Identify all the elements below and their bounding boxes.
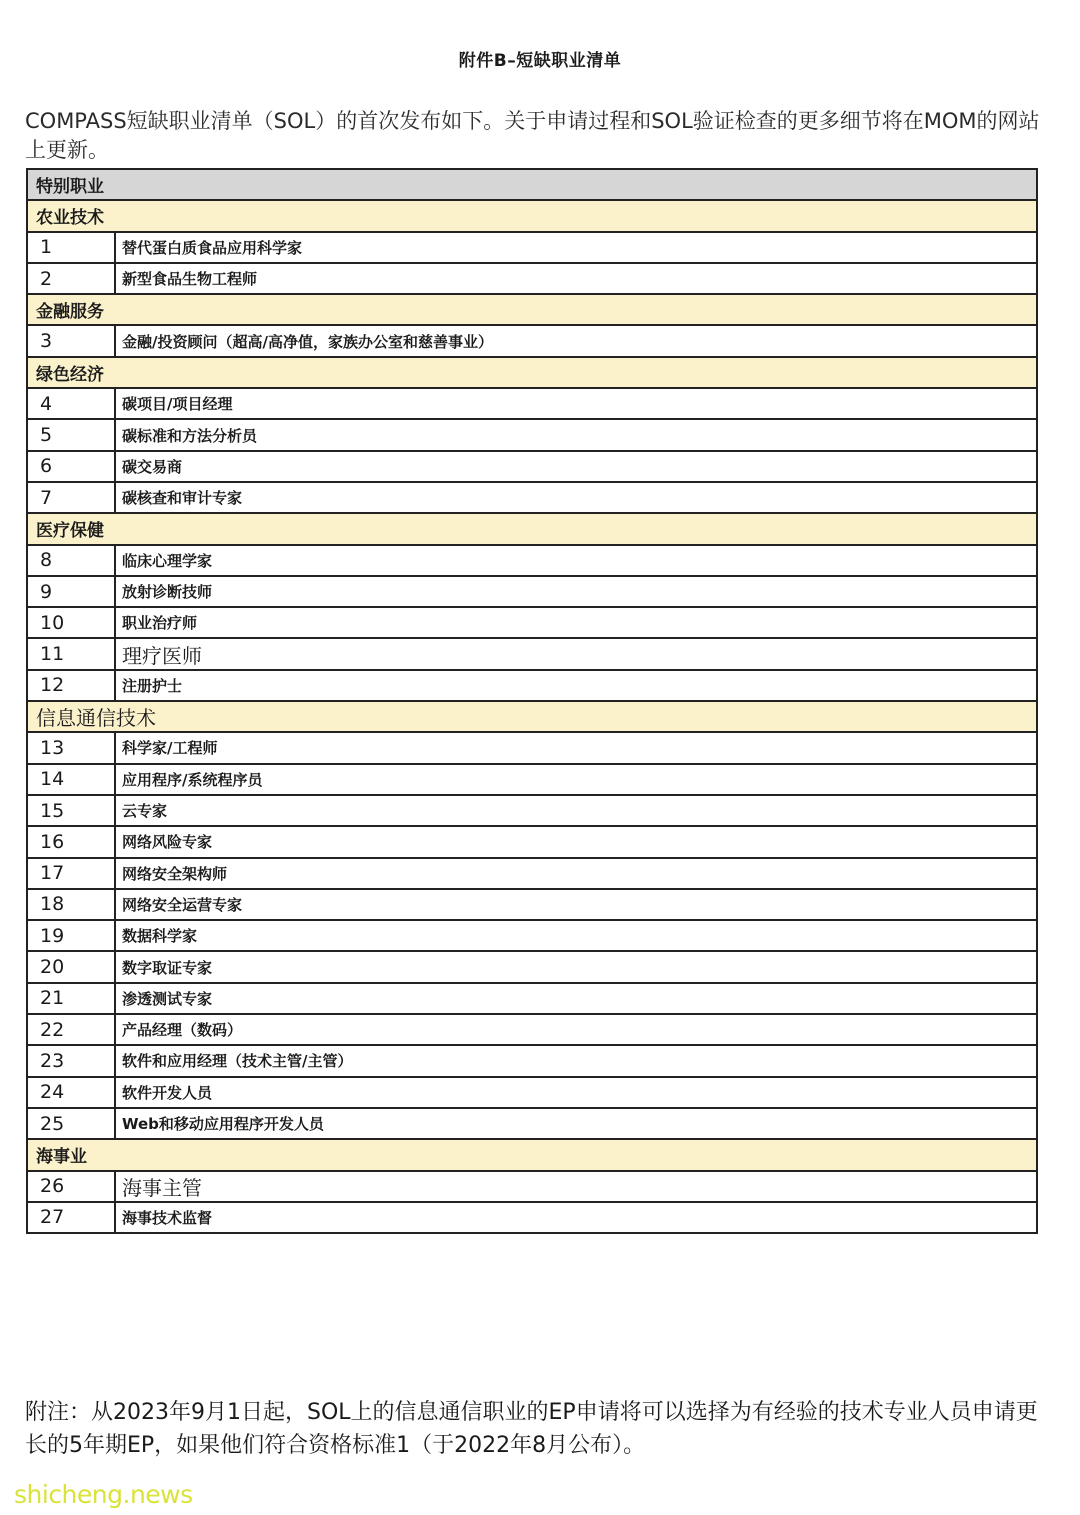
category-row bbox=[27, 1139, 1037, 1170]
occupation-number: 22 bbox=[27, 1014, 115, 1045]
occupation-number: 25 bbox=[27, 1108, 115, 1139]
occupation-name: Web和移动应用程序开发人员 bbox=[115, 1108, 1037, 1139]
occupation-name: 软件和应用经理（技术主管/主管） bbox=[115, 1045, 1037, 1076]
occupation-row bbox=[27, 451, 1037, 482]
intro-paragraph: COMPASS短缺职业清单（SOL）的首次发布如下。关于申请过程和SOL验证检查的更多细节将在MOM的网站上更新。 bbox=[25, 109, 1040, 162]
occupation-name: 数字取证专家 bbox=[115, 951, 1037, 982]
category-row bbox=[27, 701, 1037, 732]
occupation-name: 海事技术监督 bbox=[115, 1202, 1037, 1233]
category-label: 绿色经济 bbox=[27, 357, 1037, 388]
occupation-row bbox=[27, 826, 1037, 857]
occupation-number: 3 bbox=[27, 325, 115, 356]
occupation-name: 软件开发人员 bbox=[115, 1077, 1037, 1108]
occupation-name: 网络安全架构师 bbox=[115, 858, 1037, 889]
occupation-number: 7 bbox=[27, 482, 115, 513]
occupation-name: 临床心理学家 bbox=[115, 545, 1037, 576]
occupation-row bbox=[27, 1202, 1037, 1233]
occupation-number: 8 bbox=[27, 545, 115, 576]
occupation-name: 网络风险专家 bbox=[115, 826, 1037, 857]
occupation-number: 24 bbox=[27, 1077, 115, 1108]
occupation-name: 网络安全运营专家 bbox=[115, 889, 1037, 920]
occupation-name: 替代蛋白质食品应用科学家 bbox=[115, 232, 1037, 263]
occupation-row bbox=[27, 670, 1037, 701]
occupation-number: 2 bbox=[27, 263, 115, 294]
occupation-number: 23 bbox=[27, 1045, 115, 1076]
occupation-number: 19 bbox=[27, 920, 115, 951]
occupation-name: 理疗医师 bbox=[115, 638, 1037, 669]
occupation-number: 14 bbox=[27, 764, 115, 795]
occupation-row bbox=[27, 263, 1037, 294]
table-body bbox=[27, 169, 1037, 1233]
occupation-name: 金融/投资顾问（超高/高净值，家族办公室和慈善事业） bbox=[115, 325, 1037, 356]
occupation-row bbox=[27, 545, 1037, 576]
occupation-number: 6 bbox=[27, 451, 115, 482]
occupation-number: 1 bbox=[27, 232, 115, 263]
occupation-name: 碳交易商 bbox=[115, 451, 1037, 482]
occupation-name: 科学家/工程师 bbox=[115, 732, 1037, 763]
occupation-number: 11 bbox=[27, 638, 115, 669]
table-header-row bbox=[27, 169, 1037, 200]
occupation-number: 10 bbox=[27, 607, 115, 638]
shortage-occupation-table bbox=[26, 168, 1038, 1234]
table-header-cell: 特别职业 bbox=[27, 169, 1037, 200]
occupation-name: 渗透测试专家 bbox=[115, 983, 1037, 1014]
occupation-name: 碳标准和方法分析员 bbox=[115, 419, 1037, 450]
occupation-row bbox=[27, 482, 1037, 513]
occupation-name: 云专家 bbox=[115, 795, 1037, 826]
category-label: 农业技术 bbox=[27, 200, 1037, 231]
category-label: 信息通信技术 bbox=[27, 701, 1037, 732]
occupation-name: 碳项目/项目经理 bbox=[115, 388, 1037, 419]
occupation-row bbox=[27, 1108, 1037, 1139]
occupation-number: 16 bbox=[27, 826, 115, 857]
occupation-row bbox=[27, 764, 1037, 795]
occupation-name: 职业治疗师 bbox=[115, 607, 1037, 638]
occupation-row bbox=[27, 1077, 1037, 1108]
category-row bbox=[27, 200, 1037, 231]
category-label: 医疗保健 bbox=[27, 513, 1037, 544]
occupation-name: 海事主管 bbox=[115, 1171, 1037, 1202]
category-label: 海事业 bbox=[27, 1139, 1037, 1170]
occupation-row bbox=[27, 232, 1037, 263]
occupation-row bbox=[27, 1045, 1037, 1076]
occupation-row bbox=[27, 795, 1037, 826]
occupation-number: 27 bbox=[27, 1202, 115, 1233]
occupation-row bbox=[27, 951, 1037, 982]
occupation-row bbox=[27, 1014, 1037, 1045]
occupation-row bbox=[27, 858, 1037, 889]
occupation-name: 产品经理（数码） bbox=[115, 1014, 1037, 1045]
occupation-row bbox=[27, 419, 1037, 450]
occupation-number: 12 bbox=[27, 670, 115, 701]
occupation-number: 20 bbox=[27, 951, 115, 982]
category-row bbox=[27, 513, 1037, 544]
occupation-number: 26 bbox=[27, 1171, 115, 1202]
occupation-number: 17 bbox=[27, 858, 115, 889]
occupation-name: 新型食品生物工程师 bbox=[115, 263, 1037, 294]
occupation-number: 4 bbox=[27, 388, 115, 419]
occupation-row bbox=[27, 1171, 1037, 1202]
occupation-name: 注册护士 bbox=[115, 670, 1037, 701]
category-row bbox=[27, 357, 1037, 388]
occupation-row bbox=[27, 607, 1037, 638]
category-row bbox=[27, 294, 1037, 325]
occupation-row bbox=[27, 920, 1037, 951]
occupation-row bbox=[27, 325, 1037, 356]
occupation-number: 15 bbox=[27, 795, 115, 826]
occupation-row bbox=[27, 576, 1037, 607]
occupation-name: 应用程序/系统程序员 bbox=[115, 764, 1037, 795]
occupation-name: 碳核查和审计专家 bbox=[115, 482, 1037, 513]
occupation-row bbox=[27, 732, 1037, 763]
footnote: 附注：从2023年9月1日起，SOL上的信息通信职业的EP申请将可以选择为有经验的技术专业人员申请更长的5年期EP，如果他们符合资格标准1（于2022年8月公布）。 bbox=[25, 1400, 1038, 1458]
occupation-number: 9 bbox=[27, 576, 115, 607]
occupation-row bbox=[27, 388, 1037, 419]
occupation-row bbox=[27, 889, 1037, 920]
occupation-row bbox=[27, 638, 1037, 669]
category-label: 金融服务 bbox=[27, 294, 1037, 325]
occupation-name: 数据科学家 bbox=[115, 920, 1037, 951]
occupation-number: 5 bbox=[27, 419, 115, 450]
watermark-logo: shicheng.news bbox=[14, 1480, 193, 1509]
occupation-number: 21 bbox=[27, 983, 115, 1014]
occupation-number: 13 bbox=[27, 732, 115, 763]
occupation-row bbox=[27, 983, 1037, 1014]
document-title: 附件B–短缺职业清单 bbox=[458, 51, 622, 71]
occupation-name: 放射诊断技师 bbox=[115, 576, 1037, 607]
occupation-number: 18 bbox=[27, 889, 115, 920]
